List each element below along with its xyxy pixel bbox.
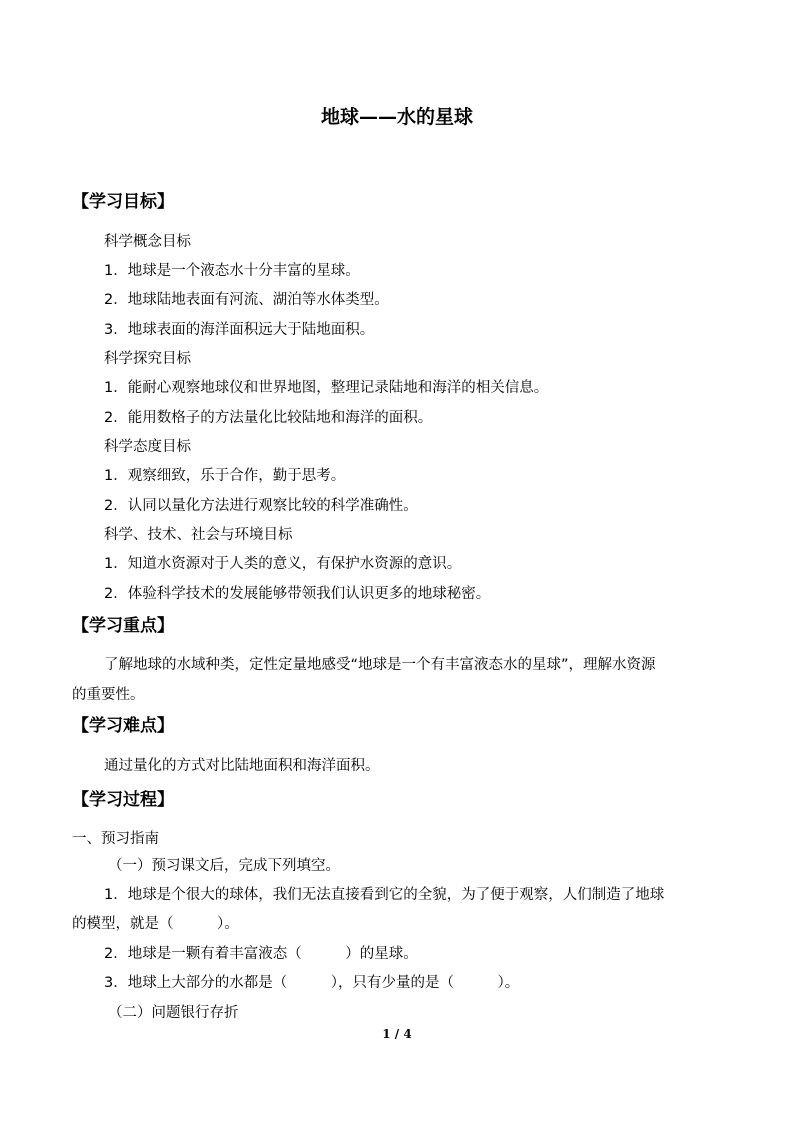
question-2: 2．地球是一颗有着丰富液态（ ）的星球。 xyxy=(104,946,418,962)
heading-difficulty: 【学习难点】 xyxy=(72,716,174,736)
heading-objectives: 【学习目标】 xyxy=(72,192,174,212)
preview-guide-title: 一、预习指南 xyxy=(72,831,159,847)
concept-goal-title: 科学概念目标 xyxy=(104,234,191,250)
question-1-line-2: 的模型，就是（ ）。 xyxy=(72,916,239,932)
inquiry-item-1: 1．能耐心观察地球仪和世界地图，整理记录陆地和海洋的相关信息。 xyxy=(104,380,549,396)
question-3: 3．地球上大部分的水都是（ ），只有少量的是（ ）。 xyxy=(104,975,520,991)
heading-focus: 【学习重点】 xyxy=(72,616,174,636)
concept-item-3: 3．地球表面的海洋面积远大于陆地面积。 xyxy=(104,322,375,338)
attitude-goal-title: 科学态度目标 xyxy=(104,439,191,455)
page-number: 1 / 4 xyxy=(382,1027,412,1041)
difficulty-text: 通过量化的方式对比陆地面积和海洋面积。 xyxy=(104,758,380,774)
focus-text-line-2: 的重要性。 xyxy=(72,687,145,703)
preview-subsection-1: （一）预习课文后，完成下列填空。 xyxy=(108,858,340,874)
preview-subsection-2: （二）问题银行存折 xyxy=(108,1005,239,1021)
concept-item-1: 1．地球是一个液态水十分丰富的星球。 xyxy=(104,263,360,279)
attitude-item-1: 1．观察细致，乐于合作，勤于思考。 xyxy=(104,468,346,484)
concept-item-2: 2．地球陆地表面有河流、湖泊等水体类型。 xyxy=(104,292,389,308)
stse-goal-title: 科学、技术、社会与环境目标 xyxy=(104,527,293,543)
stse-item-1: 1．知道水资源对于人类的意义，有保护水资源的意识。 xyxy=(104,556,462,572)
inquiry-goal-title: 科学探究目标 xyxy=(104,351,191,367)
question-1-line-1: 1．地球是个很大的球体，我们无法直接看到它的全貌，为了便于观察，人们制造了地球 xyxy=(104,887,665,903)
heading-process: 【学习过程】 xyxy=(72,790,174,810)
focus-text-line-1: 了解地球的水域种类，定性定量地感受“地球是一个有丰富液态水的星球”，理解水资源 xyxy=(104,657,656,673)
inquiry-item-2: 2．能用数格子的方法量化比较陆地和海洋的面积。 xyxy=(104,410,433,426)
attitude-item-2: 2．认同以量化方法进行观察比较的科学准确性。 xyxy=(104,498,418,514)
stse-item-2: 2．体验科学技术的发展能够带领我们认识更多的地球秘密。 xyxy=(104,586,491,602)
document-title: 地球——水的星球 xyxy=(320,106,473,128)
